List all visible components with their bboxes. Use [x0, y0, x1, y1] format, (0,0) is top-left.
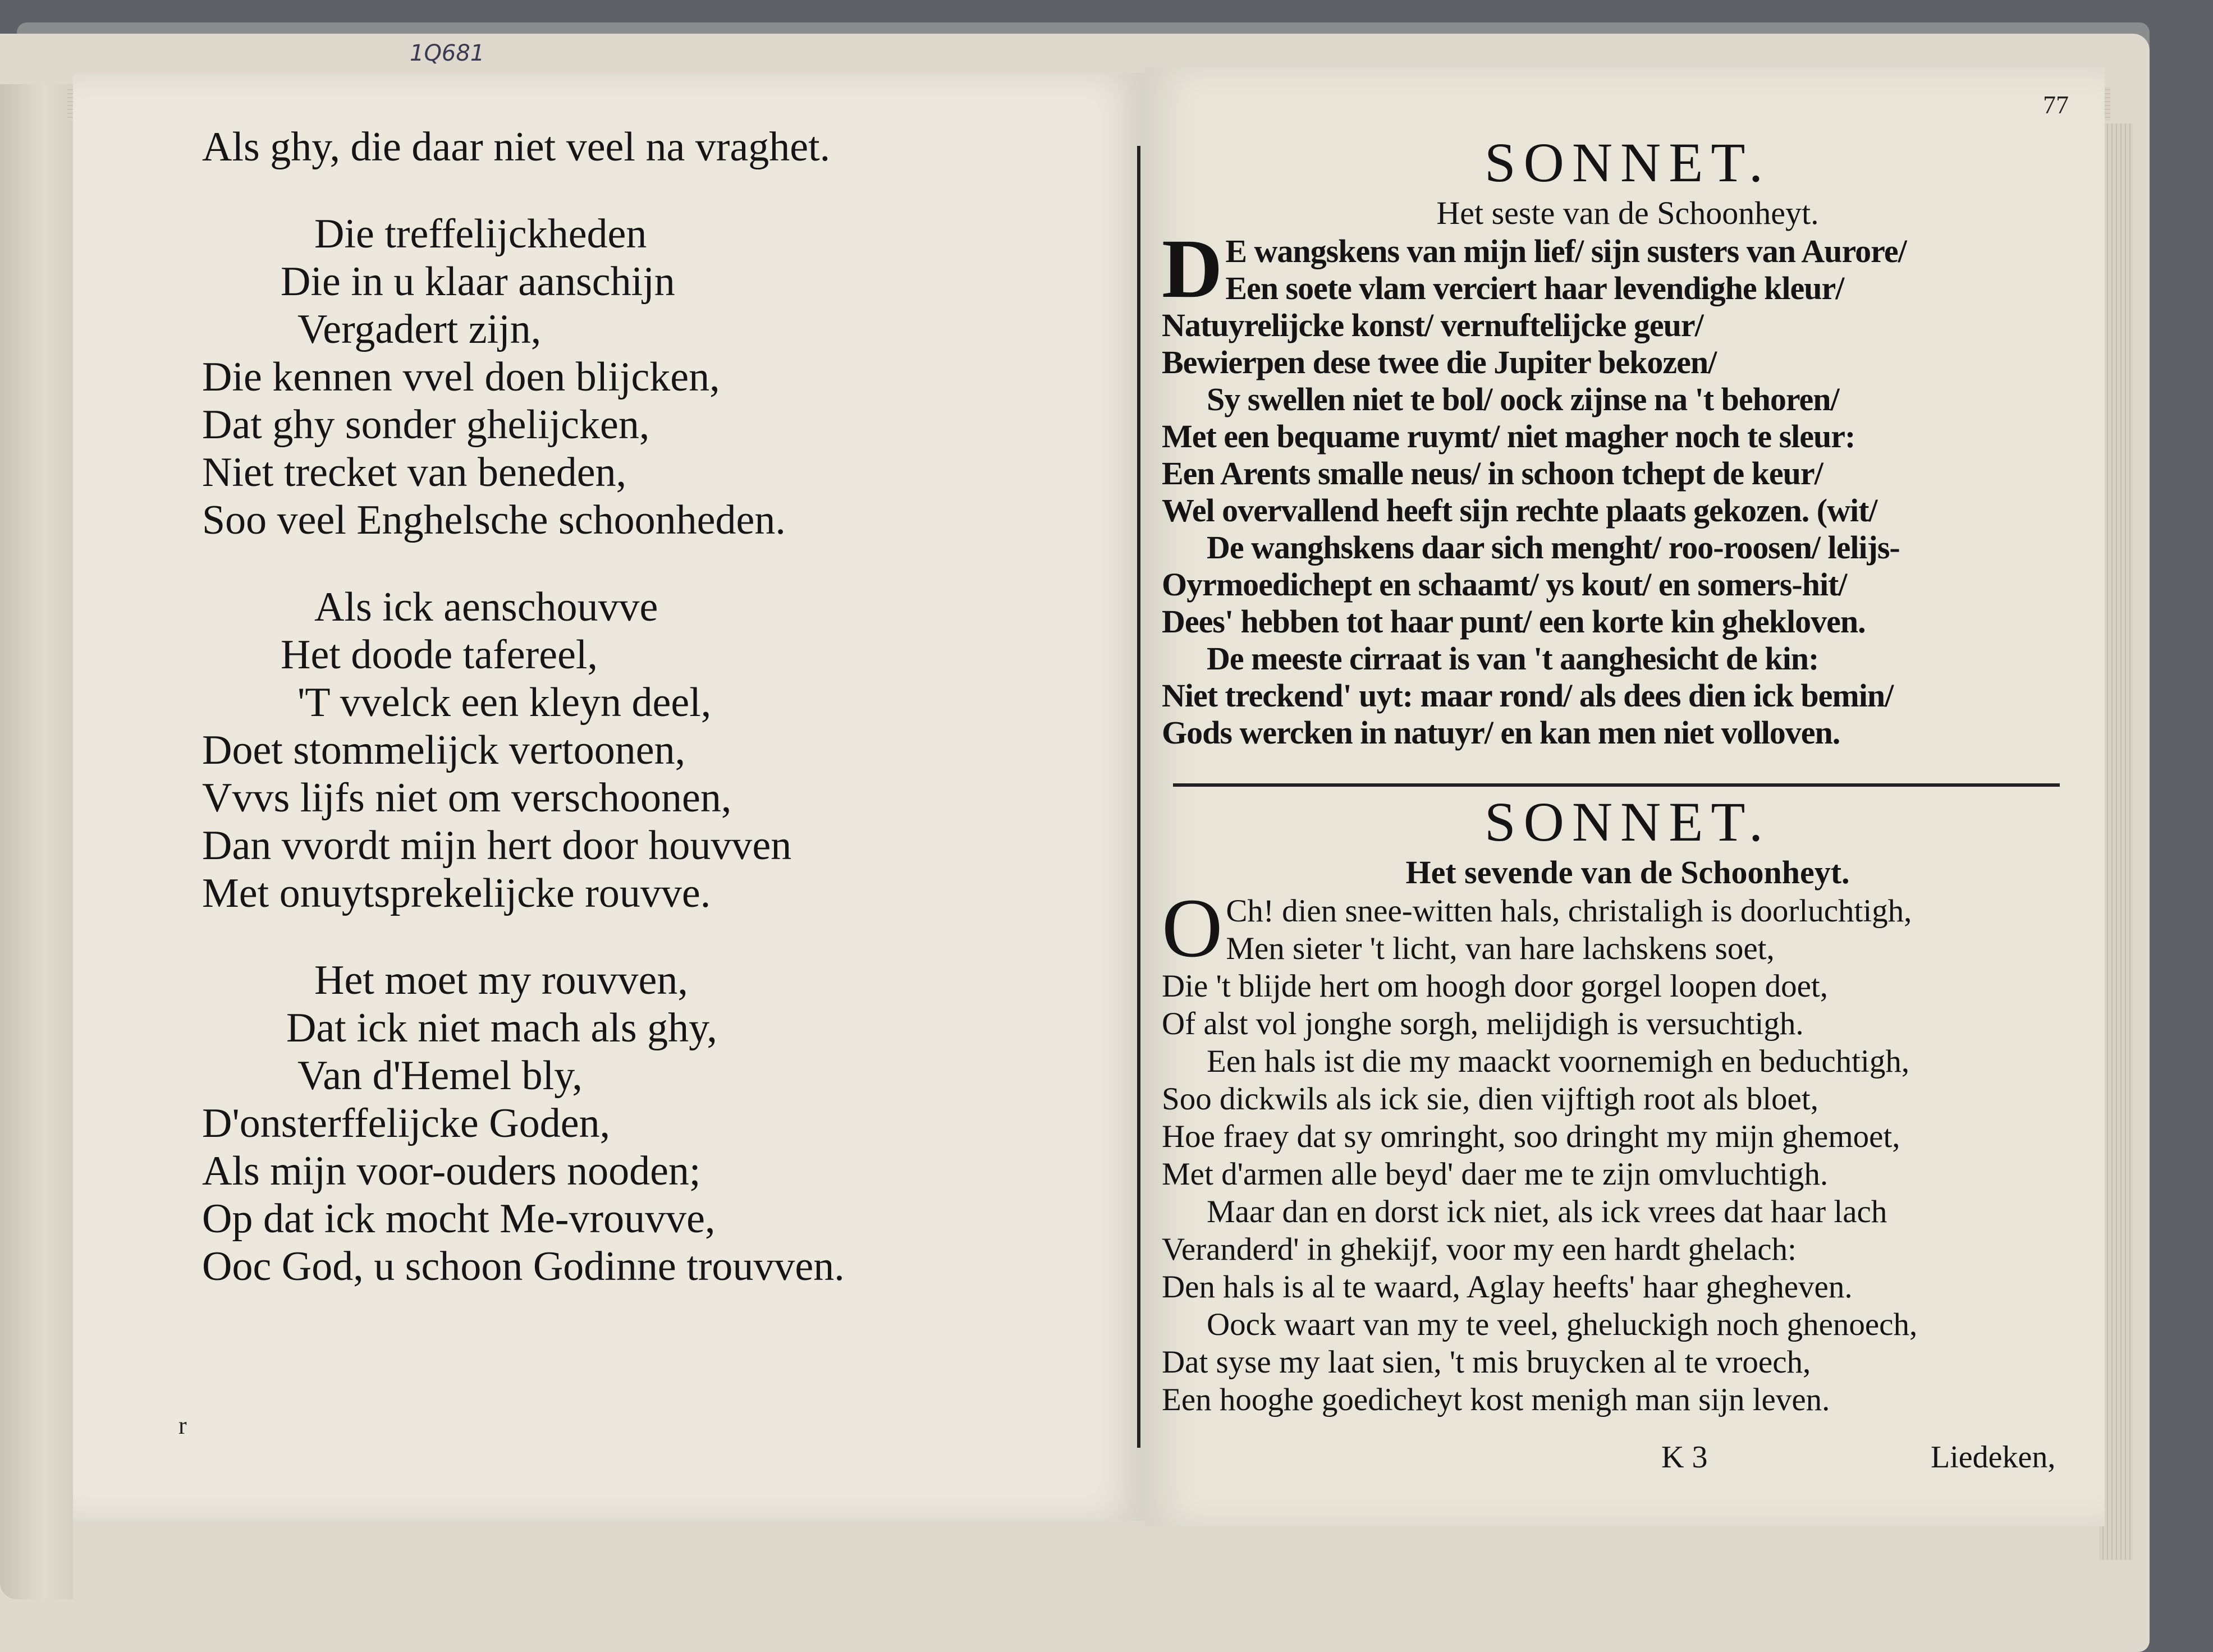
- verse-line: Vvvs lijfs niet om verschoonen,: [202, 775, 732, 821]
- verse-line: Ch! dien snee-witten hals, christaligh is doorluchtigh,: [1226, 893, 1912, 929]
- verse-line: Dat ick niet mach als ghy,: [286, 1005, 717, 1051]
- left-margin-mark: r: [178, 1412, 187, 1439]
- verse-line: Het moet my rouvven,: [314, 957, 688, 1003]
- verse-line: Die treffelijckheden: [314, 211, 647, 257]
- verse-line: Den hals is al te waard, Aglay heefts' haar ghegheven.: [1162, 1269, 1853, 1305]
- section-divider: [1173, 783, 2060, 787]
- verse-line: Als ick aenschouvve: [314, 584, 658, 630]
- sonnet-seven: [1162, 791, 2093, 1419]
- verse-line: Doet stommelijck vertoonen,: [202, 727, 686, 773]
- verse-line: Met een bequame ruymt/ niet magher noch te sleur:: [1162, 418, 1855, 455]
- signature-mark: K 3: [1661, 1440, 1708, 1475]
- stanza-break: [202, 917, 1100, 957]
- left-poem: [202, 123, 1100, 1291]
- stanza-break: [202, 171, 1100, 210]
- shelfmark: 1Q681: [410, 40, 485, 66]
- verse-line: Sy swellen niet te bol/ oock zijnse na 't behoren/: [1207, 381, 1839, 417]
- verse-line: Maar dan en dorst ick niet, als ick vrees dat haar lach: [1207, 1194, 1887, 1229]
- verse-line: D'onsterffelijcke Goden,: [202, 1100, 611, 1146]
- verse-line: Niet treckend' uyt: maar rond/ als dees dien ick bemin/: [1162, 677, 1894, 714]
- catchword: Liedeken,: [1931, 1440, 2056, 1475]
- verse-line: De wanghskens daar sich menght/ roo-roosen/ lelijs-: [1207, 529, 1900, 566]
- page-number: 77: [2043, 90, 2069, 119]
- verse-line: Hoe fraey dat sy omringht, soo dringht my mijn ghemoet,: [1162, 1119, 1900, 1154]
- verse-line: Niet trecket van beneden,: [202, 449, 627, 495]
- verse-line: E wangskens van mijn lief/ sijn susters van Aurore/: [1225, 233, 1907, 269]
- verse-line: Van d'Hemel bly,: [297, 1053, 583, 1099]
- verse-line: Men sieter 't licht, van hare lachskens soet,: [1226, 931, 1775, 966]
- verse-line: Met d'armen alle beyd' daer me te zijn omvluchtigh.: [1162, 1157, 1829, 1192]
- drop-capital: O: [1162, 882, 1223, 975]
- sonnet-title: SONNET.: [1484, 131, 1771, 194]
- verse-line: Soo dickwils als ick sie, dien vijftigh root als bloet,: [1162, 1081, 1818, 1117]
- verse-line: Met onuytsprekelijcke rouvve.: [202, 870, 711, 916]
- sonnet-six: [1162, 132, 2093, 751]
- column-divider: [1137, 146, 1140, 1448]
- verse-line: Het doode tafereel,: [281, 632, 598, 678]
- verse-line: Die kennen vvel doen blijcken,: [202, 354, 720, 400]
- verse-line: Oock waart van my te veel, gheluckigh noch ghenoech,: [1207, 1307, 1918, 1342]
- stanza-break: [202, 544, 1100, 584]
- verse-line: De meeste cirraat is van 't aanghesicht de kin:: [1207, 640, 1819, 677]
- sonnet-title: SONNET.: [1484, 791, 1771, 853]
- verse-line: Dat ghy sonder ghelijcken,: [202, 402, 650, 448]
- verse-line: Vergadert zijn,: [297, 306, 542, 352]
- verse-line: Oyrmoedichept en schaamt/ ys kout/ en somers-hit/: [1162, 566, 1847, 603]
- sonnet-body: [1162, 222, 2093, 751]
- verse-line: Als ghy, die daar niet veel na vraghet.: [202, 124, 831, 170]
- verse-line: Als mijn voor-ouders nooden;: [202, 1148, 701, 1194]
- verse-line: Een soete vlam verciert haar levendighe kleur/: [1225, 270, 1844, 306]
- drop-capital: D: [1162, 222, 1222, 315]
- verse-line: 'T vvelck een kleyn deel,: [297, 680, 712, 726]
- verse-line: Ooc God, u schoon Godinne trouvven.: [202, 1243, 845, 1290]
- verse-line: Natuyrelijcke konst/ vernuftelijcke geur/: [1162, 307, 1703, 343]
- verse-line: Een hals ist die my maackt voornemigh en beduchtigh,: [1207, 1044, 1910, 1079]
- verse-line: Veranderd' in ghekijf, voor my een hardt ghelach:: [1162, 1232, 1797, 1267]
- verse-line: Soo veel Enghelsche schoonheden.: [202, 497, 786, 543]
- verse-line: Op dat ick mocht Me-vrouvve,: [202, 1196, 716, 1242]
- sonnet-body: [1162, 882, 2093, 1419]
- verse-line: Die 't blijde hert om hoogh door gorgel loopen doet,: [1162, 969, 1829, 1004]
- sonnet-subtitle: Het seste van de Schoonheyt.: [1436, 195, 1819, 231]
- verse-line: Dat syse my laat sien, 't mis bruycken al te vroech,: [1162, 1344, 1811, 1380]
- verse-line: Die in u klaar aanschijn: [281, 259, 675, 305]
- verse-line: Dees' hebben tot haar punt/ een korte kin ghekloven.: [1162, 603, 1866, 640]
- verse-line: Een Arents smalle neus/ in schoon tchept de keur/: [1162, 455, 1823, 492]
- verse-line: Wel overvallend heeft sijn rechte plaats gekozen. (wit/: [1162, 492, 1877, 529]
- left-page-curl: [0, 84, 73, 1599]
- verse-line: Bewierpen dese twee die Jupiter bekozen/: [1162, 344, 1717, 380]
- verse-line: Dan vvordt mijn hert door houvven: [202, 823, 792, 869]
- verse-line: Gods wercken in natuyr/ en kan men niet volloven.: [1162, 714, 1840, 751]
- verse-line: Of alst vol jonghe sorgh, melijdigh is versuchtigh.: [1162, 1006, 1804, 1041]
- verse-line: Een hooghe goedicheyt kost menigh man sijn leven.: [1162, 1382, 1830, 1417]
- sonnet-subtitle: Het sevende van de Schoonheyt.: [1405, 854, 1850, 891]
